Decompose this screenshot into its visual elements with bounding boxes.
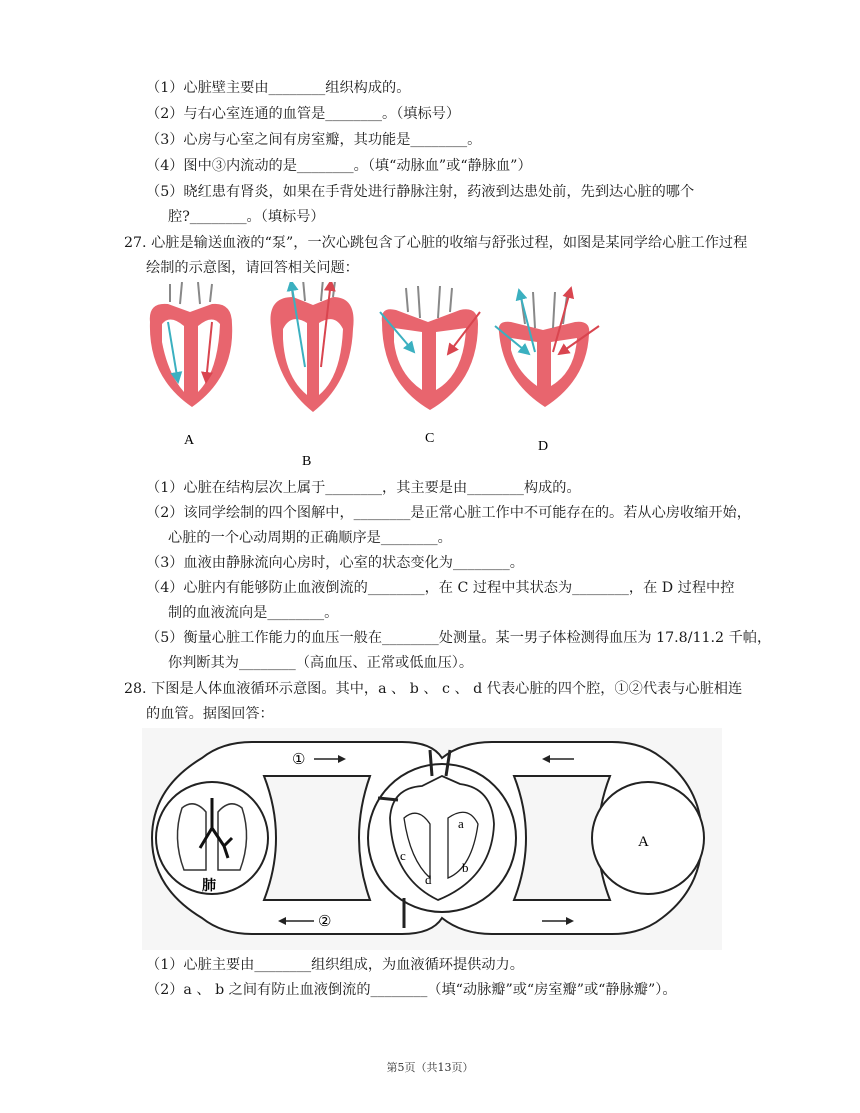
prev-item-5-cont: 腔?________。（填标号） [168,209,325,225]
q28-item-1: （1）心脏主要由________组织组成，为血液循环提供动力。 [146,957,524,973]
q27-item-4: （4）心脏内有能够防止血液倒流的________，在 C 过程中其状态为________，在 D 过程中控 [146,580,735,596]
vessel-1-label: ① [292,752,306,768]
heart-cycle-figure [140,282,610,472]
q28-stem: 28. 下图是人体血液循环示意图。其中，a 、 b 、 c 、 d 代表心脏的四个腔，①②代表与心脏相连 [124,681,743,697]
vessel-2-label: ② [318,914,332,930]
chamber-c: c [400,848,406,863]
q27-item-5: （5）衡量心脏工作能力的血压一般在________处测量。某一男子体检测得血压为 17.8/11.2 千帕， [146,630,772,646]
chamber-b: b [462,860,469,875]
q28-item-2: （2）a 、 b 之间有防止血液倒流的________（填“动脉瓣”或“房室瓣”或“静脉瓣”）。 [146,982,677,998]
q27-item-1: （1）心脏在结构层次上属于________，其主要是由________构成的。 [146,480,581,496]
q27-item-2: （2）该同学绘制的四个图解中，________是正常心脏工作中不可能存在的。若从心房收缩开始， [146,505,751,521]
heart-c [380,286,480,410]
fig-label-a: A [184,433,195,448]
q27-stem-cont: 绘制的示意图，请回答相关问题： [146,260,359,276]
prev-item-4: （4）图中③内流动的是________。（填“动脉血”或“静脉血”） [146,158,532,174]
fig-label-d: D [538,439,549,454]
prev-item-3: （3）心房与心室之间有房室瓣，其功能是________。 [146,132,482,148]
q27-item-4-cont: 制的血液流向是________。 [168,605,339,621]
chamber-d: d [425,872,432,887]
q27-item-5-cont: 你判断其为________（高血压、正常或低血压）。 [168,655,474,671]
q27-item-2-cont: 心脏的一个心动周期的正确顺序是________。 [168,530,452,546]
organ-label-a: A [638,834,649,850]
q28-stem-cont: 的血管。据图回答： [146,706,274,722]
lung-label: 肺 [202,879,216,894]
q27-stem: 27. 心脏是输送血液的“泵”，一次心跳包含了心脏的收缩与舒张过程，如图是某同学给心脏工作过程 [124,235,748,251]
prev-item-2: （2）与右心室连通的血管是________。（填标号） [146,106,461,122]
page-footer: 第5页（共13页） [386,1061,474,1074]
heart-d [495,288,599,407]
fig-label-b: B [302,454,312,469]
prev-item-1: （1）心脏壁主要由________组织构成的。 [146,80,411,96]
circulation-figure [142,728,722,950]
prev-item-5: （5）晓红患有肾炎，如果在手背处进行静脉注射，药液到达患处前，先到达心脏的哪个 [146,184,695,200]
heart-b [270,282,353,412]
q27-item-3: （3）血液由静脉流向心房时，心室的状态变化为________。 [146,555,524,571]
fig-label-c: C [425,431,435,446]
chamber-a: a [458,816,464,831]
heart-a [150,282,232,407]
